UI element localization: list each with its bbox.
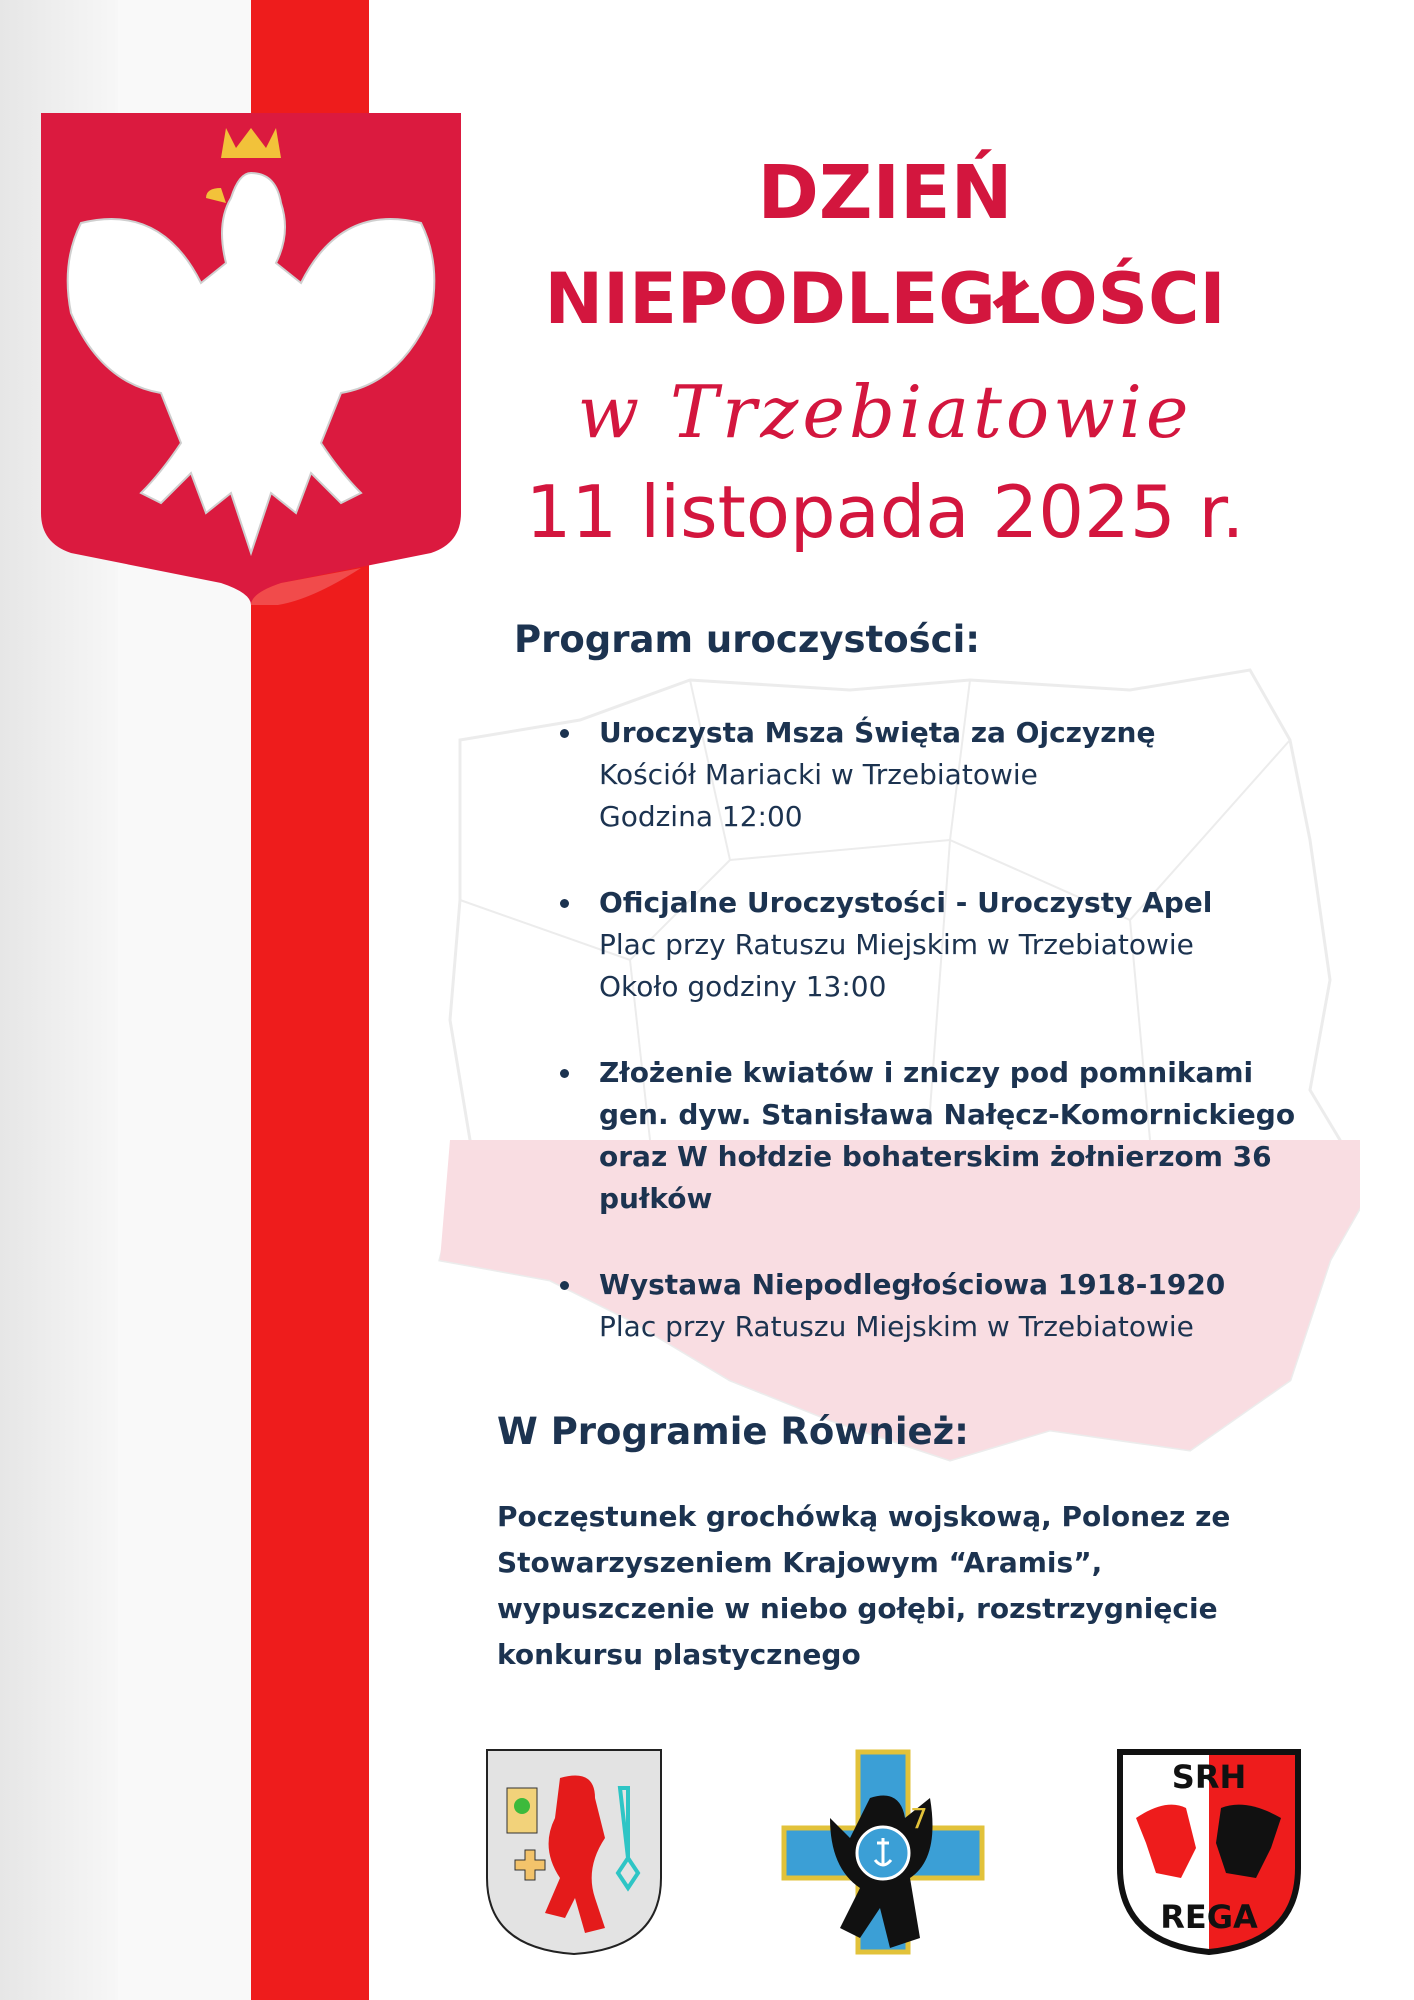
program-item-place: Plac przy Ratuszu Miejskim w Trzebiatowie [599,928,1194,961]
srh-text: SRH [1171,1758,1247,1796]
also-text: Poczęstunek grochówką wojskową, Polonez ze Stowarzyszeniem Krajowym “Aramis”, wypuszczenie w niebo gołębi, rozstrzygnięcie konkursu plastycznego [497,1500,1231,1671]
program-item-title: Oficjalne Uroczystości - Uroczysty Apel [599,886,1213,919]
program-item-place: Kościół Mariacki w Trzebiatowie [599,758,1038,791]
title-script: w Trzebiatowie [577,370,1193,454]
brigade-cross-logo [780,1748,986,1956]
trzebiatow-coat-of-arms-logo [485,1748,663,1956]
event-date: 11 listopada 2025 r. [525,470,1245,554]
title-line-1: DZIEŃ [757,150,1013,236]
program-item [560,1052,1320,1220]
srh-rega-logo [1116,1748,1302,1956]
also-heading: W Programie Również: [497,1410,969,1453]
brigade-number: 7 [910,1802,928,1835]
bullet-icon [560,1069,569,1078]
rega-text: REGA [1160,1898,1258,1936]
program-list [560,712,1320,1348]
bullet-icon [560,1281,569,1290]
program-item [560,882,1320,1008]
program-item-title: Wystawa Niepodległościowa 1918-1920 [599,1268,1226,1301]
program-item [560,712,1320,838]
bullet-icon [560,729,569,738]
program-heading: Program uroczystości: [514,618,981,661]
program-item-title: Złożenie kwiatów i zniczy pod pomnikami gen. dyw. Stanisława Nałęcz-Komornickiego oraz W hołdzie bohaterskim żołnierzom 36 pułków [599,1056,1296,1215]
program-item [560,1264,1320,1348]
bullet-icon [560,899,569,908]
program-item-time: Około godziny 13:00 [599,970,887,1003]
polish-eagle-emblem [41,113,461,605]
title-line-2: NIEPODLEGŁOŚCI [544,258,1226,340]
program-item-title: Uroczysta Msza Święta za Ojczyznę [599,716,1156,749]
program-item-time: Godzina 12:00 [599,800,803,833]
program-item-place: Plac przy Ratuszu Miejskim w Trzebiatowie [599,1310,1194,1343]
